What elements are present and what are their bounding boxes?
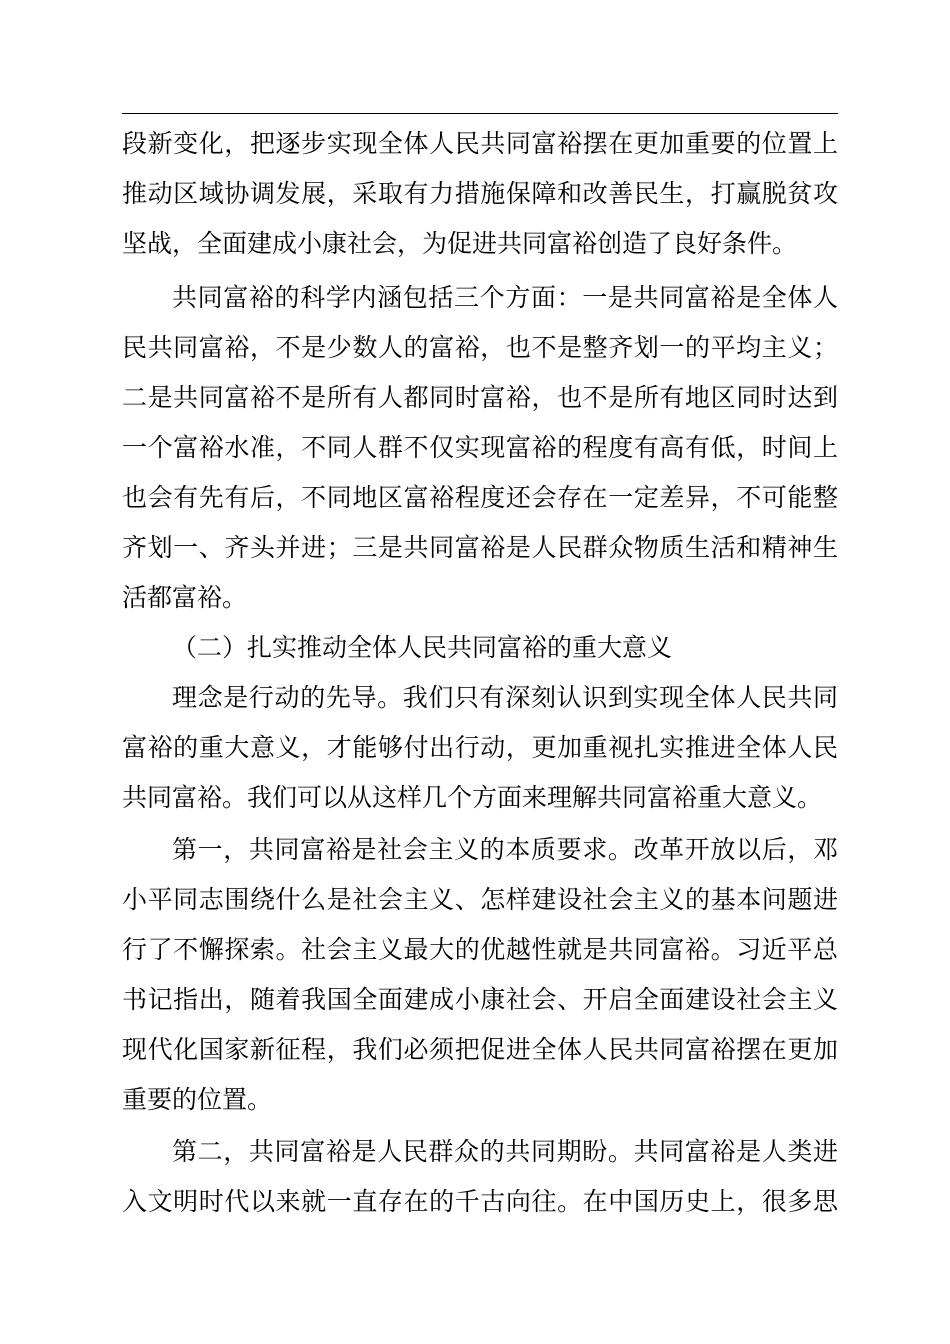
- paragraph-line: 共同富裕。我们可以从这样几个方面来理解共同富裕重大意义。: [122, 783, 823, 812]
- paragraph-line: 入文明时代以来就一直存在的千古向往。在中国历史上，很多思: [122, 1187, 838, 1216]
- paragraph-line: 现代化国家新征程，我们必须把促进全体人民共同富裕摆在更加: [122, 1035, 838, 1064]
- paragraph-line: 民共同富裕，不是少数人的富裕，也不是整齐划一的平均主义；: [122, 333, 838, 362]
- paragraph-line: 坚战，全面建成小康社会，为促进共同富裕创造了良好条件。: [122, 229, 798, 258]
- paragraph-line: 段新变化，把逐步实现全体人民共同富裕摆在更加重要的位置上: [122, 129, 838, 158]
- paragraph-line: 一个富裕水准，不同人群不仅实现富裕的程度有高有低，时间上: [122, 433, 838, 462]
- paragraph-line: 理念是行动的先导。我们只有深刻认识到实现全体人民共同: [172, 683, 838, 712]
- paragraph-line: 小平同志围绕什么是社会主义、怎样建设社会主义的基本问题进: [122, 885, 838, 914]
- section-heading: （二）扎实推动全体人民共同富裕的重大意义: [172, 633, 673, 662]
- paragraph-line: 行了不懈探索。社会主义最大的优越性就是共同富裕。习近平总: [122, 935, 838, 964]
- paragraph-line: 富裕的重大意义，才能够付出行动，更加重视扎实推进全体人民: [122, 733, 838, 762]
- header-rule: [122, 113, 838, 114]
- paragraph-line: 也会有先有后，不同地区富裕程度还会存在一定差异，不可能整: [122, 483, 838, 512]
- paragraph-line: 二是共同富裕不是所有人都同时富裕，也不是所有地区同时达到: [122, 383, 838, 412]
- paragraph-line: 共同富裕的科学内涵包括三个方面：一是共同富裕是全体人: [172, 283, 838, 312]
- paragraph-line: 齐划一、齐头并进；三是共同富裕是人民群众物质生活和精神生: [122, 533, 838, 562]
- paragraph-line: 第二，共同富裕是人民群众的共同期盼。共同富裕是人类进: [172, 1137, 838, 1166]
- paragraph-line: 活都富裕。: [122, 583, 248, 612]
- paragraph-line: 书记指出，随着我国全面建成小康社会、开启全面建设社会主义: [122, 985, 838, 1014]
- paragraph-line: 推动区域协调发展，采取有力措施保障和改善民生，打赢脱贫攻: [122, 179, 838, 208]
- paragraph-line: 重要的位置。: [122, 1085, 273, 1114]
- paragraph-line: 第一，共同富裕是社会主义的本质要求。改革开放以后，邓: [172, 835, 838, 864]
